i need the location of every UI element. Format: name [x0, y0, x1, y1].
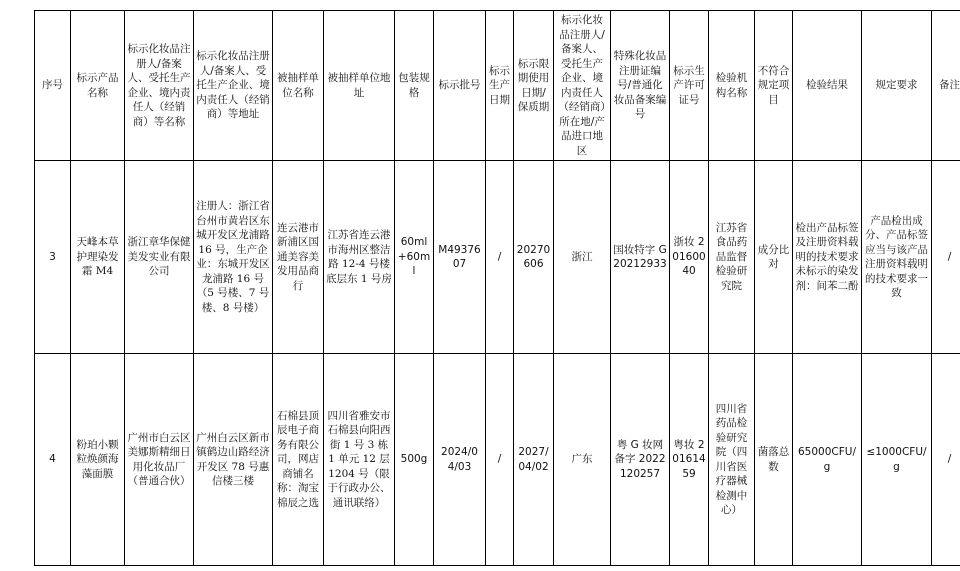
cell-nonconforming-item: 菌落总数: [755, 354, 793, 566]
cell-shelf-life: 20270606: [514, 161, 554, 354]
header-batch-no: 标示批号: [434, 11, 486, 161]
header-license-no: 标示生产许可证号: [670, 11, 709, 161]
header-sampled-address: 被抽样单位地址: [324, 11, 395, 161]
header-production-date: 标示生产日期: [486, 11, 514, 161]
cell-package-spec: 500g: [395, 354, 434, 566]
header-special-reg-no: 特殊化妆品注册证编号/普通化妆品备案编号: [611, 11, 670, 161]
cell-registrant: 广州市白云区美娜斯精细日用化妆品厂（普通合伙）: [125, 354, 194, 566]
cell-seq: 3: [35, 161, 71, 354]
cell-production-date: /: [486, 161, 514, 354]
cell-remarks: /: [932, 354, 960, 566]
header-region: 标示化妆品注册人/备案人、受托生产企业、境内责任人（经销商）所在地/产品进口地区: [554, 11, 611, 161]
cell-inspection-agency: 四川省药品检验研究院（四川省医疗器械检测中心）: [709, 354, 755, 566]
cell-shelf-life: 2027/04/02: [514, 354, 554, 566]
cell-registrant: 浙江章华保健美发实业有限公司: [125, 161, 194, 354]
header-requirement: 规定要求: [862, 11, 932, 161]
cell-license-no: 粤妆 20161459: [670, 354, 709, 566]
header-shelf-life: 标示限期使用日期/保质期: [514, 11, 554, 161]
cell-sampled-address: 四川省雅安市石棉县向阳西街 1 号 3 栋 1 单元 12 层 1204 号（限于行政办公、通讯联络）: [324, 354, 395, 566]
header-registrant-address: 标示化妆品注册人/备案人、受托生产企业、境内责任人（经销商）等地址: [194, 11, 273, 161]
cell-package-spec: 60ml+60ml: [395, 161, 434, 354]
cell-production-date: /: [486, 354, 514, 566]
cell-sampled-address: 江苏省连云港市海州区整洁路 12-4 号楼底层东 1 号房: [324, 161, 395, 354]
inspection-results-table: [34, 10, 960, 566]
header-nonconforming-item: 不符合规定项目: [755, 11, 793, 161]
cell-batch-no: 2024/04/03: [434, 354, 486, 566]
cell-result: 检出产品标签及注册资料载明的技术要求未标示的染发剂：间苯二酚: [793, 161, 862, 354]
cell-requirement: 产品检出成分、产品标签应当与该产品注册资料载明的技术要求一致: [862, 161, 932, 354]
inspection-table-page: [34, 10, 960, 566]
cell-license-no: 浙妆 20160040: [670, 161, 709, 354]
table-row: [35, 161, 960, 354]
cell-seq: 4: [35, 354, 71, 566]
cell-product-name: 粉珀小颗粒焕颜海藻面膜: [71, 354, 125, 566]
cell-registrant-address: 广州白云区新市镇鹤边山路经济开发区 78 号惠信楼三楼: [194, 354, 273, 566]
cell-result: 65000CFU/g: [793, 354, 862, 566]
header-package-spec: 包装规格: [395, 11, 434, 161]
cell-special-reg-no: 粤 G 妆网备字 2022120257: [611, 354, 670, 566]
cell-region: 浙江: [554, 161, 611, 354]
cell-inspection-agency: 江苏省食品药品监督检验研究院: [709, 161, 755, 354]
cell-sampled-unit: 石棉县顶辰电子商务有限公司，网店商铺名称：淘宝棉辰之选: [273, 354, 324, 566]
header-result: 检验结果: [793, 11, 862, 161]
header-inspection-agency: 检验机构名称: [709, 11, 755, 161]
cell-special-reg-no: 国妆特字 G20212933: [611, 161, 670, 354]
cell-nonconforming-item: 成分比对: [755, 161, 793, 354]
cell-remarks: /: [932, 161, 960, 354]
cell-batch-no: M4937607: [434, 161, 486, 354]
cell-product-name: 天峰本草护理染发霜 M4: [71, 161, 125, 354]
cell-registrant-address: 注册人：浙江省台州市黄岩区东城开发区龙浦路 16 号，生产企业：东城开发区龙浦路 16 号（5 号楼、7 号楼、8 号楼）: [194, 161, 273, 354]
cell-region: 广东: [554, 354, 611, 566]
header-product-name: 标示产品名称: [71, 11, 125, 161]
table-row: [35, 354, 960, 566]
cell-requirement: ≤1000CFU/g: [862, 354, 932, 566]
header-row: [35, 11, 960, 161]
header-remarks: 备注: [932, 11, 960, 161]
cell-sampled-unit: 连云港市新浦区国通美容美发用品商行: [273, 161, 324, 354]
header-sampled-unit: 被抽样单位名称: [273, 11, 324, 161]
header-registrant: 标示化妆品注册人/备案人、受托生产企业、境内责任人（经销商）等名称: [125, 11, 194, 161]
header-seq: 序号: [35, 11, 71, 161]
